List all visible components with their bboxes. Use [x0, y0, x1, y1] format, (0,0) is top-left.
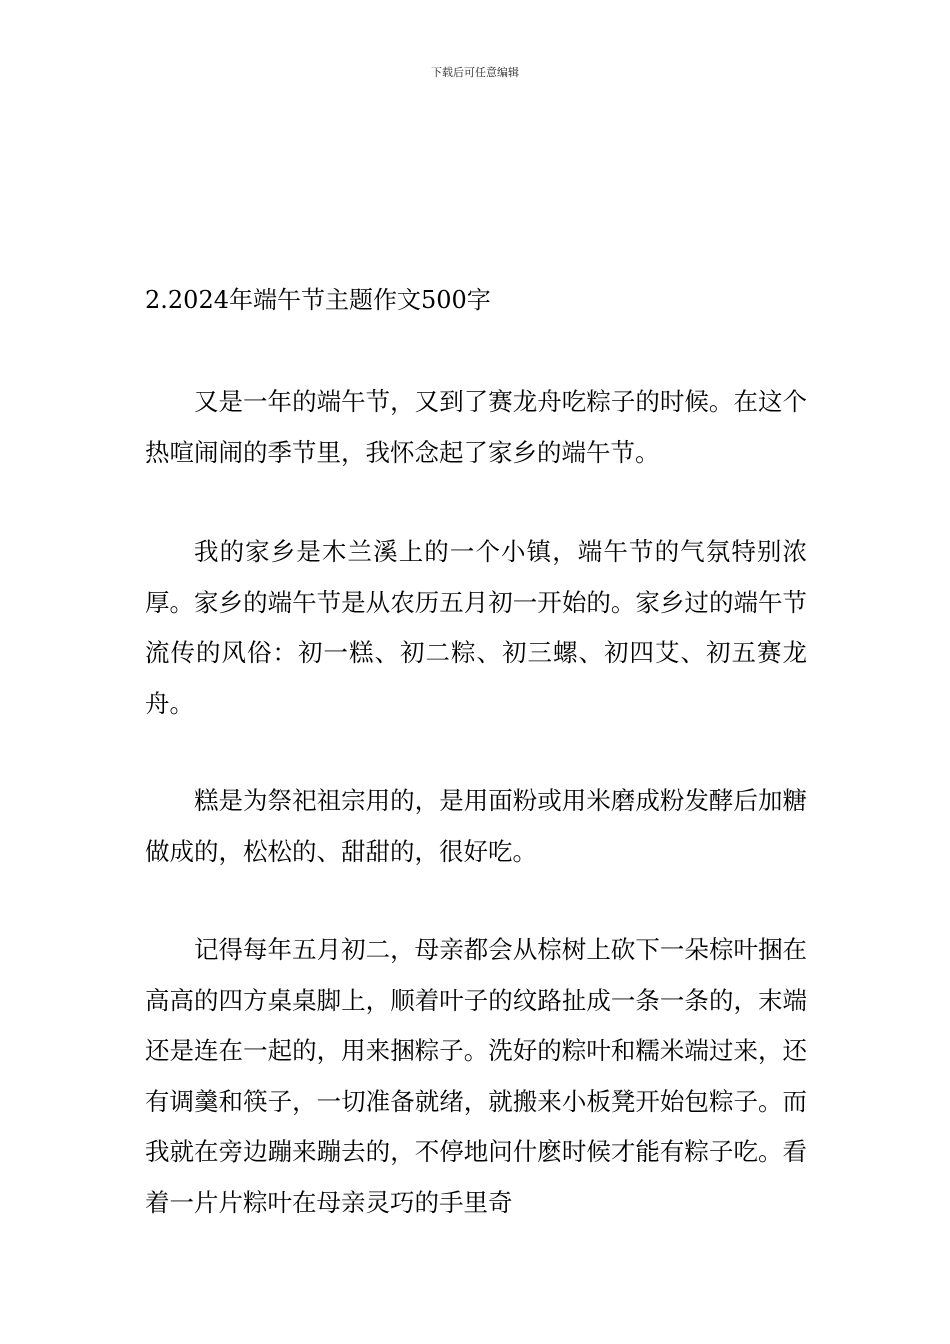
document-title: 2.2024年端午节主题作文500字	[145, 286, 491, 314]
page-header-note: 下载后可任意编辑	[431, 66, 519, 79]
paragraph-hometown: 我的家乡是木兰溪上的一个小镇，端午节的气氛特别浓厚。家乡的端午节是从农历五月初一开始的。家乡过的端午节流传的风俗：初一糕、初二粽、初三螺、初四艾、初五赛龙舟。	[145, 537, 807, 718]
paragraph-zongzi: 记得每年五月初二，母亲都会从棕树上砍下一朵棕叶捆在高高的四方桌桌脚上，顺着叶子的纹路扯成一条一条的，末端还是连在一起的，用来捆粽子。洗好的粽叶和糯米端过来，还有调羹和筷子，一切准备就绪，就搬来小板凳开始包粽子。而我就在旁边蹦来蹦去的，不停地问什麽时候才能有粽子吃。看着一片片粽叶在母亲灵巧的手里奇	[145, 935, 807, 1217]
paragraph-cake: 糕是为祭祀祖宗用的，是用面粉或用米磨成粉发酵后加糖做成的，松松的、甜甜的，很好吃。	[145, 786, 807, 866]
paragraph-intro: 又是一年的端午节，又到了赛龙舟吃粽子的时候。在这个热喧闹闹的季节里，我怀念起了家乡的端午节。	[145, 387, 807, 467]
